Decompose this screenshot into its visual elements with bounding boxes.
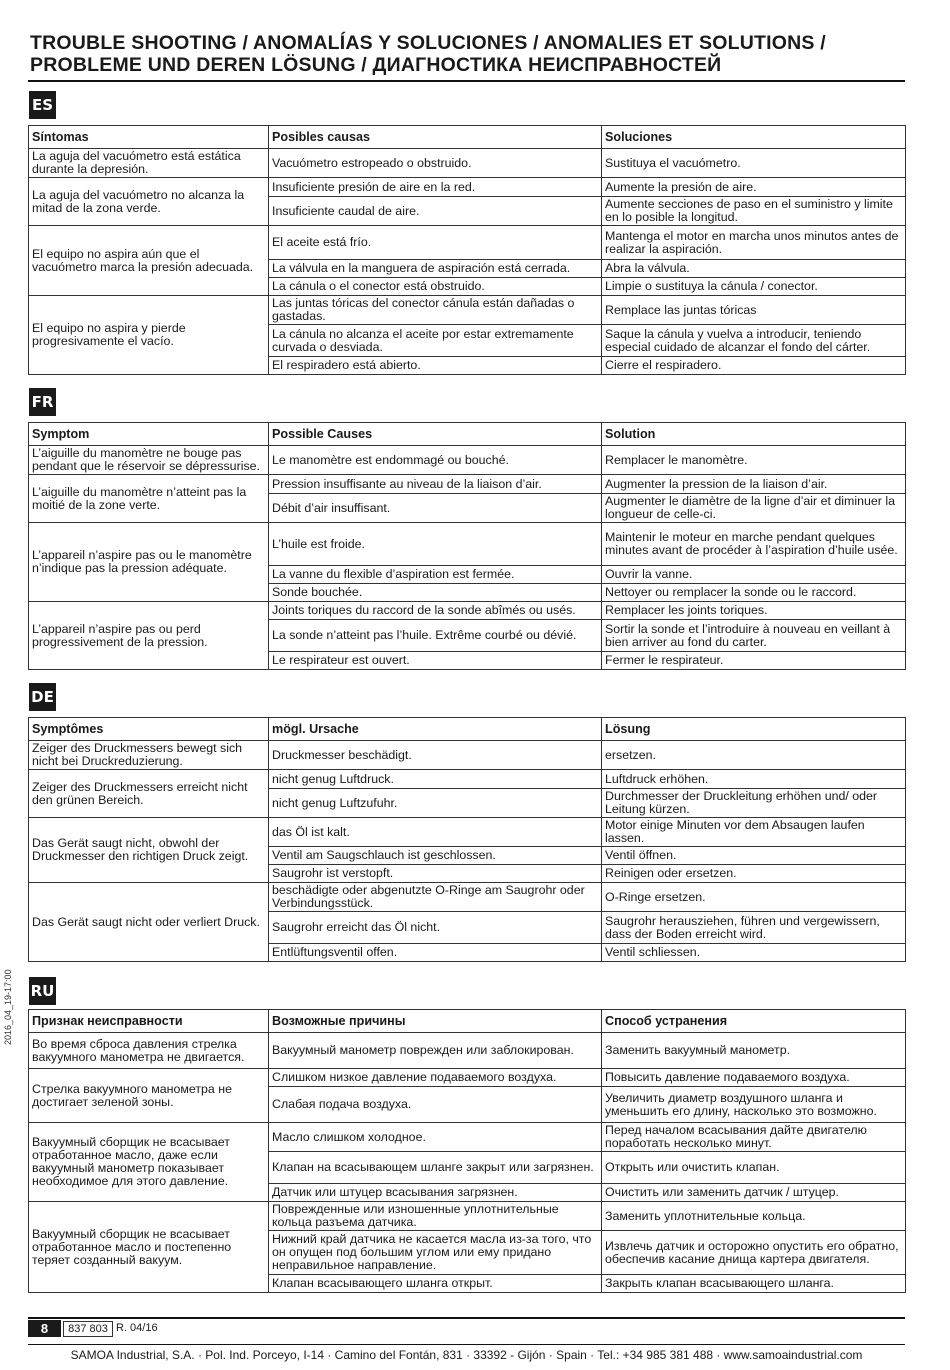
cause-cell: Las juntas tóricas del conector cánula están dañadas o gastadas.: [269, 296, 602, 325]
section-badge-fr: FR: [29, 388, 56, 416]
cause-cell: nicht genug Luftdruck.: [269, 770, 602, 789]
symptom-cell: El equipo no aspira y pierde progresivamente el vacío.: [29, 296, 269, 375]
solution-cell: Remplacer le manomètre.: [602, 446, 906, 475]
cause-cell: Saugrohr ist verstopft.: [269, 865, 602, 883]
cause-cell: Масло слишком холодное.: [269, 1123, 602, 1152]
cause-header: Possible Causes: [269, 423, 602, 446]
solution-cell: Augmenter le diamètre de la ligne d’air et diminuer la longueur de celle-ci.: [602, 494, 906, 523]
table-row: [29, 1069, 906, 1087]
solution-cell: Abra la válvula.: [602, 260, 906, 278]
solution-cell: Увеличить диаметр воздушного шланга и уменьшить его длину, насколько это возможно.: [602, 1087, 906, 1123]
table-row: [29, 475, 906, 494]
cause-cell: beschädigte oder abgenutzte O-Ringe am Saugrohr oder Verbindungsstück.: [269, 883, 602, 912]
table-row: [29, 1123, 906, 1152]
cause-header: Posibles causas: [269, 126, 602, 149]
symptom-cell: Zeiger des Druckmessers bewegt sich nicht bei Druckreduzierung.: [29, 741, 269, 770]
solution-cell: Закрыть клапан всасывающего шланга.: [602, 1275, 906, 1293]
solution-cell: Mantenga el motor en marcha unos minutos antes de realizar la aspiración.: [602, 226, 906, 260]
cause-cell: Entlüftungsventil offen.: [269, 944, 602, 962]
page-title: TROUBLE SHOOTING / ANOMALÍAS Y SOLUCIONES / ANOMALIES ET SOLUTIONS / PROBLEME UND DEREN LÖSUNG / ДИАГНОСТИКА НЕИСПРАВНОСТЕЙ: [30, 32, 826, 76]
solution-cell: Перед началом всасывания дайте двигателю поработать несколько минут.: [602, 1123, 906, 1152]
revision-label: R. 04/16: [116, 1322, 158, 1334]
solution-cell: Sortir la sonde et l’introduire à nouveau en veillant à bien arriver au fond du carter.: [602, 620, 906, 652]
solution-cell: Saque la cánula y vuelva a introducir, teniendo especial cuidado de alcanzar el fondo del cárter.: [602, 325, 906, 357]
symptom-cell: Стрелка вакуумного манометра не достигает зеленой зоны.: [29, 1069, 269, 1123]
table-row: [29, 523, 906, 566]
solution-cell: Aumente secciones de paso en el suministro y limite en lo posible la longitud.: [602, 197, 906, 226]
section-badge-es: ES: [29, 91, 56, 119]
cause-cell: Поврежденные или изношенные уплотнительные кольца разъема датчика.: [269, 1202, 602, 1231]
solution-cell: Sustituya el vacuómetro.: [602, 149, 906, 178]
symptom-header: Признак неисправности: [29, 1010, 269, 1033]
solution-cell: Remplacer les joints toriques.: [602, 602, 906, 620]
solution-cell: Ventil öffnen.: [602, 847, 906, 865]
symptom-cell: La aguja del vacuómetro no alcanza la mitad de la zona verde.: [29, 178, 269, 226]
table-row: [29, 149, 906, 178]
symptom-header: Symptom: [29, 423, 269, 446]
document-code: 837 803: [63, 1321, 113, 1337]
solution-cell: Remplace las juntas tóricas: [602, 296, 906, 325]
cause-cell: L’huile est froide.: [269, 523, 602, 566]
table-row: [29, 1202, 906, 1231]
cause-cell: Слабая подача воздуха.: [269, 1087, 602, 1123]
cause-cell: La cánula o el conector está obstruido.: [269, 278, 602, 296]
cause-cell: El respiradero está abierto.: [269, 357, 602, 375]
table-row: [29, 446, 906, 475]
solution-cell: Aumente la presión de aire.: [602, 178, 906, 197]
cause-cell: Le manomètre est endommagé ou bouché.: [269, 446, 602, 475]
table-row: [29, 602, 906, 620]
solution-cell: Motor einige Minuten vor dem Absaugen laufen lassen.: [602, 818, 906, 847]
table-row: [29, 226, 906, 260]
page-number: 8: [28, 1320, 61, 1337]
title-divider: [28, 80, 905, 82]
troubleshooting-table-fr: [28, 422, 906, 670]
troubleshooting-table-ru: [28, 1009, 906, 1293]
cause-cell: La cánula no alcanza el aceite por estar extremamente curvada o desviada.: [269, 325, 602, 357]
cause-cell: Joints toriques du raccord de la sonde abîmés ou usés.: [269, 602, 602, 620]
solution-cell: Извлечь датчик и осторожно опустить его обратно, обеспечив касание днища картера двигателя.: [602, 1231, 906, 1275]
solution-cell: Заменить уплотнительные кольца.: [602, 1202, 906, 1231]
cause-cell: La válvula en la manguera de aspiración está cerrada.: [269, 260, 602, 278]
solution-cell: ersetzen.: [602, 741, 906, 770]
solution-cell: Luftdruck erhöhen.: [602, 770, 906, 789]
table-header-row: [29, 126, 906, 149]
cause-cell: das Öl ist kalt.: [269, 818, 602, 847]
cause-cell: Saugrohr erreicht das Öl nicht.: [269, 912, 602, 944]
cause-cell: Клапан на всасывающем шланге закрыт или загрязнен.: [269, 1152, 602, 1184]
solution-cell: Reinigen oder ersetzen.: [602, 865, 906, 883]
solution-cell: Открыть или очистить клапан.: [602, 1152, 906, 1184]
symptom-cell: L’appareil n’aspire pas ou perd progressivement de la pression.: [29, 602, 269, 670]
table-row: [29, 1033, 906, 1069]
solution-cell: Saugrohr herausziehen, führen und vergewissern, dass der Boden erreicht wird.: [602, 912, 906, 944]
solution-cell: Limpie o sustituya la cánula / conector.: [602, 278, 906, 296]
symptom-cell: Das Gerät saugt nicht oder verliert Druck.: [29, 883, 269, 962]
cause-cell: Insuficiente caudal de aire.: [269, 197, 602, 226]
table-row: [29, 178, 906, 197]
solution-cell: Nettoyer ou remplacer la sonde ou le raccord.: [602, 584, 906, 602]
solution-cell: Заменить вакуумный манометр.: [602, 1033, 906, 1069]
table-header-row: [29, 423, 906, 446]
table-row: [29, 883, 906, 912]
footer-divider: [28, 1344, 905, 1345]
cause-cell: Vacuómetro estropeado o obstruido.: [269, 149, 602, 178]
troubleshooting-table-de: [28, 717, 906, 962]
cause-cell: Sonde bouchée.: [269, 584, 602, 602]
cause-cell: Le respirateur est ouvert.: [269, 652, 602, 670]
symptom-cell: Во время сброса давления стрелка вакуумного манометра не двигается.: [29, 1033, 269, 1069]
solution-cell: Durchmesser der Druckleitung erhöhen und/ oder Leitung kürzen.: [602, 789, 906, 818]
cause-header: mögl. Ursache: [269, 718, 602, 741]
symptom-cell: Das Gerät saugt nicht, obwohl der Druckmesser den richtigen Druck zeigt.: [29, 818, 269, 883]
solution-cell: Очистить или заменить датчик / штуцер.: [602, 1184, 906, 1202]
footer-divider-top: [28, 1317, 905, 1319]
section-badge-ru: RU: [29, 977, 56, 1005]
cause-cell: Pression insuffisante au niveau de la liaison d’air.: [269, 475, 602, 494]
solution-header: Способ устранения: [602, 1010, 906, 1033]
symptom-cell: L’aiguille du manomètre n’atteint pas la moitié de la zone verte.: [29, 475, 269, 523]
cause-cell: La sonde n’atteint pas l’huile. Extrême courbé ou dévié.: [269, 620, 602, 652]
section-badge-de: DE: [29, 683, 56, 711]
solution-header: Solution: [602, 423, 906, 446]
solution-cell: O-Ringe ersetzen.: [602, 883, 906, 912]
solution-cell: Повысить давление подаваемого воздуха.: [602, 1069, 906, 1087]
symptom-cell: Zeiger des Druckmessers erreicht nicht den grünen Bereich.: [29, 770, 269, 818]
table-row: [29, 818, 906, 847]
solution-cell: Ventil schliessen.: [602, 944, 906, 962]
cause-cell: Ventil am Saugschlauch ist geschlossen.: [269, 847, 602, 865]
cause-cell: La vanne du flexible d’aspiration est fermée.: [269, 566, 602, 584]
troubleshooting-table-es: [28, 125, 906, 375]
solution-cell: Augmenter la pression de la liaison d’air.: [602, 475, 906, 494]
solution-header: Lösung: [602, 718, 906, 741]
symptom-header: Symptômes: [29, 718, 269, 741]
cause-cell: Druckmesser beschädigt.: [269, 741, 602, 770]
table-header-row: [29, 1010, 906, 1033]
symptom-cell: L’aiguille du manomètre ne bouge pas pendant que le réservoir se dépressurise.: [29, 446, 269, 475]
table-row: [29, 741, 906, 770]
symptom-cell: El equipo no aspira aún que el vacuómetro marca la presión adecuada.: [29, 226, 269, 296]
solution-cell: Maintenir le moteur en marche pendant quelques minutes avant de procéder à l’aspiration d’huile usée.: [602, 523, 906, 566]
symptom-cell: Вакуумный сборщик не всасывает отработанное масло и постепенно теряет созданный вакуум.: [29, 1202, 269, 1293]
symptom-cell: Вакуумный сборщик не всасывает отработанное масло, даже если вакуумный манометр показывает необходимое для этого давление.: [29, 1123, 269, 1202]
solution-header: Soluciones: [602, 126, 906, 149]
cause-cell: Нижний край датчика не касается масла из-за того, что он опущен под большим углом или ему придано неправильное направление.: [269, 1231, 602, 1275]
company-address: SAMOA Industrial, S.A. · Pol. Ind. Porceyo, I-14 · Camino del Fontán, 831 · 33392 - Gijón · Spain · Tel.: +34 985 381 488 · www.samoaindustrial.com: [70, 1348, 863, 1362]
symptom-cell: La aguja del vacuómetro está estática durante la depresión.: [29, 149, 269, 178]
cause-cell: Вакуумный манометр поврежден или заблокирован.: [269, 1033, 602, 1069]
cause-header: Возможные причины: [269, 1010, 602, 1033]
table-row: [29, 770, 906, 789]
table-header-row: [29, 718, 906, 741]
cause-cell: Слишком низкое давление подаваемого воздуха.: [269, 1069, 602, 1087]
cause-cell: Клапан всасывающего шланга открыт.: [269, 1275, 602, 1293]
side-date-stamp: 2016_04_19-17:00: [3, 969, 13, 1045]
solution-cell: Cierre el respiradero.: [602, 357, 906, 375]
solution-cell: Fermer le respirateur.: [602, 652, 906, 670]
cause-cell: nicht genug Luftzufuhr.: [269, 789, 602, 818]
cause-cell: Débit d’air insuffisant.: [269, 494, 602, 523]
symptom-header: Síntomas: [29, 126, 269, 149]
cause-cell: Insuficiente presión de aire en la red.: [269, 178, 602, 197]
table-row: [29, 296, 906, 325]
cause-cell: El aceite está frío.: [269, 226, 602, 260]
solution-cell: Ouvrir la vanne.: [602, 566, 906, 584]
cause-cell: Датчик или штуцер всасывания загрязнен.: [269, 1184, 602, 1202]
symptom-cell: L’appareil n’aspire pas ou le manomètre n’indique pas la pression adéquate.: [29, 523, 269, 602]
